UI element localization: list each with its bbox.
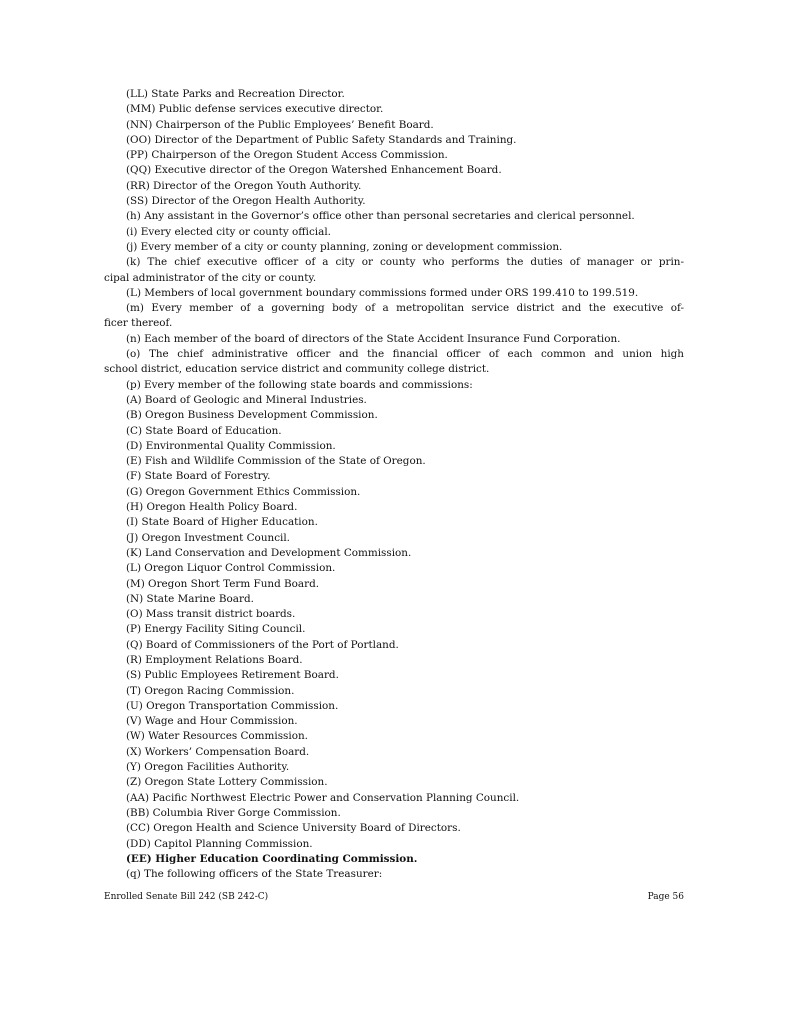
- text-line: (m) Every member of a governing body of a metropolitan service district and the executive of-: [126, 302, 684, 315]
- text-line: (X) Workers’ Compensation Board.: [126, 745, 310, 758]
- text-line: (C) State Board of Education.: [126, 424, 282, 437]
- text-line: (EE) Higher Education Coordinating Commission.: [126, 852, 418, 865]
- text-line: (M) Oregon Short Term Fund Board.: [126, 577, 320, 590]
- text-line: cipal administrator of the city or county.: [104, 271, 317, 284]
- text-line: (J) Oregon Investment Council.: [126, 531, 290, 544]
- text-line: (LL) State Parks and Recreation Director.: [126, 88, 345, 100]
- text-line: (k) The chief executive officer of a city or county who performs the duties of manager or prin-: [126, 256, 684, 269]
- text-line: school district, education service district and community college district.: [104, 363, 490, 376]
- text-line: (q) The following officers of the State Treasurer:: [126, 868, 383, 881]
- text-line: (B) Oregon Business Development Commission.: [126, 409, 378, 422]
- text-line: (W) Water Resources Commission.: [126, 730, 308, 743]
- text-line: (Q) Board of Commissioners of the Port of Portland.: [126, 638, 399, 651]
- text-line: (BB) Columbia River Gorge Commission.: [126, 806, 341, 819]
- text-line: (T) Oregon Racing Commission.: [126, 684, 295, 697]
- text-line: (G) Oregon Government Ethics Commission.: [126, 485, 361, 498]
- text-line: (K) Land Conservation and Development Commission.: [126, 546, 412, 559]
- text-line: ficer thereof.: [104, 317, 173, 330]
- text-line: (o) The chief administrative officer and the financial officer of each common and union high: [126, 348, 684, 361]
- text-line: (OO) Director of the Department of Public Safety Standards and Training.: [126, 133, 517, 146]
- text-line: (A) Board of Geologic and Mineral Industries.: [126, 393, 367, 406]
- text-line: (N) State Marine Board.: [126, 592, 254, 605]
- text-line: (L) Oregon Liquor Control Commission.: [126, 562, 336, 575]
- text-line: (Z) Oregon State Lottery Commission.: [126, 776, 328, 789]
- text-line: (i) Every elected city or county official.: [126, 225, 331, 238]
- document-body: [104, 87, 684, 882]
- text-line: (U) Oregon Transportation Commission.: [126, 699, 339, 712]
- text-line: (n) Each member of the board of directors of the State Accident Insurance Fund Corporation.: [126, 332, 621, 345]
- text-line: (I) State Board of Higher Education.: [126, 516, 318, 529]
- text-line: (H) Oregon Health Policy Board.: [126, 501, 298, 514]
- text-line: (D) Environmental Quality Commission.: [126, 439, 336, 452]
- text-line: (L) Members of local government boundary commissions formed under ORS 199.410 to 199.519.: [126, 286, 639, 299]
- text-line: (F) State Board of Forestry.: [126, 470, 271, 483]
- footer-page-number: Page 56: [647, 892, 684, 902]
- text-line: (V) Wage and Hour Commission.: [126, 715, 298, 728]
- text-line: (QQ) Executive director of the Oregon Watershed Enhancement Board.: [126, 164, 502, 177]
- text-line: (CC) Oregon Health and Science University Board of Directors.: [126, 822, 461, 835]
- text-line: (h) Any assistant in the Governor’s office other than personal secretaries and clerical personnel.: [126, 210, 635, 223]
- text-line: (PP) Chairperson of the Oregon Student Access Commission.: [126, 149, 448, 162]
- text-line: (j) Every member of a city or county planning, zoning or development commission.: [126, 240, 563, 253]
- text-line: (MM) Public defense services executive director.: [126, 103, 384, 116]
- text-line: (P) Energy Facility Siting Council.: [126, 623, 306, 636]
- text-line: (NN) Chairperson of the Public Employees’ Benefit Board.: [126, 118, 434, 131]
- document-page: [104, 87, 684, 882]
- text-line: (DD) Capitol Planning Commission.: [126, 837, 313, 850]
- text-line: (RR) Director of the Oregon Youth Authority.: [126, 179, 362, 192]
- text-line: (S) Public Employees Retirement Board.: [126, 669, 339, 682]
- text-line: (O) Mass transit district boards.: [126, 608, 296, 621]
- page-footer: [104, 892, 684, 902]
- text-line: (p) Every member of the following state boards and commissions:: [126, 378, 473, 391]
- footer-bill-label: Enrolled Senate Bill 242 (SB 242-C): [104, 892, 269, 902]
- text-line: (E) Fish and Wildlife Commission of the State of Oregon.: [126, 455, 426, 468]
- text-line: (SS) Director of the Oregon Health Authority.: [126, 195, 366, 208]
- text-line: (R) Employment Relations Board.: [126, 653, 303, 666]
- text-line: (Y) Oregon Facilities Authority.: [126, 761, 290, 774]
- text-line: (AA) Pacific Northwest Electric Power and Conservation Planning Council.: [126, 791, 520, 804]
